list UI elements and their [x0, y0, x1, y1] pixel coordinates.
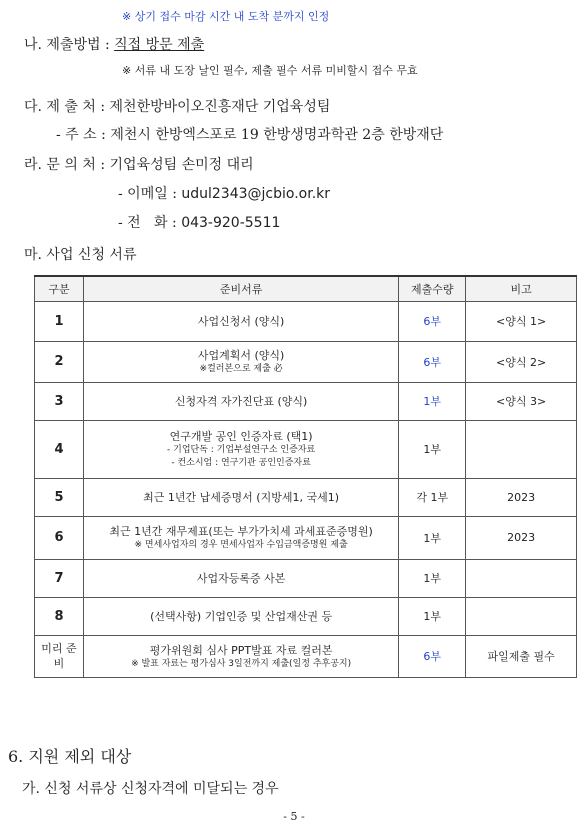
phone-label: - 전 화 : [118, 215, 177, 231]
row-quantity: 각 1부 [399, 478, 466, 516]
row-document-sub: ※ 발표 자료는 평가심사 3일전까지 제출(일정 추후공지) [131, 658, 352, 669]
row-number: 4 [35, 420, 84, 478]
row-document: (선택사항) 기업인증 및 산업재산권 등 [83, 597, 398, 635]
row-document-sub: ※컬러본으로 제출 必 [199, 364, 283, 374]
phone-value: 043-920-5511 [181, 215, 281, 231]
row-document-main: 연구개발 공인 인증자료 (택1) [169, 430, 313, 443]
row-number: 1 [35, 301, 84, 341]
address-label: - 주 소 : [56, 127, 106, 143]
header-category: 구분 [35, 276, 84, 301]
contact-phone [118, 212, 280, 232]
row-number: 7 [35, 559, 84, 597]
contact-value: 기업육성팀 손미정 대리 [109, 157, 254, 173]
row-document-main: 평가위원회 심사 PPT발표 자료 컬러본 [149, 643, 333, 657]
row-quantity: 1부 [399, 382, 466, 420]
address-value: 제천시 한방엑스포로 19 한방생명과학관 2층 한방재단 [110, 127, 444, 143]
row-remarks: <양식 3> [466, 382, 577, 420]
contact-email [118, 183, 330, 203]
header-quantity: 제출수량 [399, 276, 466, 301]
section6-item: 가. 신청 서류상 신청자격에 미달되는 경우 [22, 781, 279, 797]
row-document-main: 최근 1년간 재무제표(또는 부가가치세 과세표준증명원) [109, 525, 373, 538]
row-quantity: 1부 [399, 597, 466, 635]
row-document [83, 635, 398, 677]
deadline-notice: ※ 상기 접수 마감 시간 내 도착 분까지 인정 [122, 10, 330, 23]
row-quantity: 6부 [399, 341, 466, 382]
row-remarks: <양식 2> [466, 341, 577, 382]
row-document: 최근 1년간 납세증명서 (지방세1, 국세1) [83, 478, 398, 516]
table-row [35, 478, 577, 516]
row-document: 사업자등록증 사본 [83, 559, 398, 597]
header-documents: 준비서류 [83, 276, 398, 301]
docs-heading: 마. 사업 신청 서류 [24, 247, 137, 263]
table-row [35, 635, 577, 677]
row-number: 미리 준비 [35, 635, 84, 677]
row-number: 5 [35, 478, 84, 516]
email-label: - 이메일 : [118, 186, 177, 202]
row-document: 사업신청서 (양식) [83, 301, 398, 341]
row-document-sub: ※ 면세사업자의 경우 면세사업자 수입금액증명원 제출 [134, 540, 348, 550]
row-remarks: 2023 [466, 478, 577, 516]
row-remarks: 2023 [466, 516, 577, 559]
row-number: 8 [35, 597, 84, 635]
contact-label: 라. 문 의 처 : [24, 157, 106, 173]
row-document [83, 516, 398, 559]
row-remarks [466, 597, 577, 635]
row-document-main: 사업계획서 (양식) [197, 349, 285, 362]
row-number: 2 [35, 341, 84, 382]
submission-note: ※ 서류 내 도장 날인 필수, 제출 필수 서류 미비할시 접수 무효 [122, 64, 418, 77]
submission-place-label: 다. 제 출 처 : [24, 99, 106, 115]
section6-title: 6. 지원 제외 대상 [8, 747, 132, 766]
row-document-sub: - 컨소시엄 : 연구기관 공인인증자료 [171, 458, 311, 468]
table-row [35, 420, 577, 478]
row-quantity: 1부 [399, 420, 466, 478]
row-document [83, 341, 398, 382]
submission-method-value: 직접 방문 제출 [114, 37, 205, 53]
submission-place [24, 96, 330, 116]
table-row [35, 382, 577, 420]
header-remarks: 비고 [466, 276, 577, 301]
row-quantity: 1부 [399, 559, 466, 597]
table-row [35, 341, 577, 382]
row-remarks [466, 559, 577, 597]
row-quantity: 6부 [399, 635, 466, 677]
row-document: 신청자격 자가진단표 (양식) [83, 382, 398, 420]
email-value[interactable]: udul2343@jcbio.or.kr [181, 186, 331, 202]
submission-method-label: 나. 제출방법 : [24, 37, 110, 53]
table-row [35, 597, 577, 635]
row-number: 3 [35, 382, 84, 420]
table-row [35, 559, 577, 597]
row-document [83, 420, 398, 478]
row-quantity: 1부 [399, 516, 466, 559]
table-header-row [35, 276, 577, 301]
row-number: 6 [35, 516, 84, 559]
row-quantity: 6부 [399, 301, 466, 341]
row-document-sub: - 기업단독 : 기업부설연구소 인증자료 [167, 445, 316, 455]
submission-method [24, 34, 204, 54]
contact [24, 154, 254, 174]
required-documents-table [34, 275, 577, 678]
table-row [35, 301, 577, 341]
table-row [35, 516, 577, 559]
row-remarks: 파일제출 필수 [466, 635, 577, 677]
submission-address [56, 124, 443, 144]
row-remarks: <양식 1> [466, 301, 577, 341]
page-number: - 5 - [283, 810, 305, 823]
row-remarks [466, 420, 577, 478]
submission-place-value: 제천한방바이오진흥재단 기업육성팀 [109, 99, 331, 115]
